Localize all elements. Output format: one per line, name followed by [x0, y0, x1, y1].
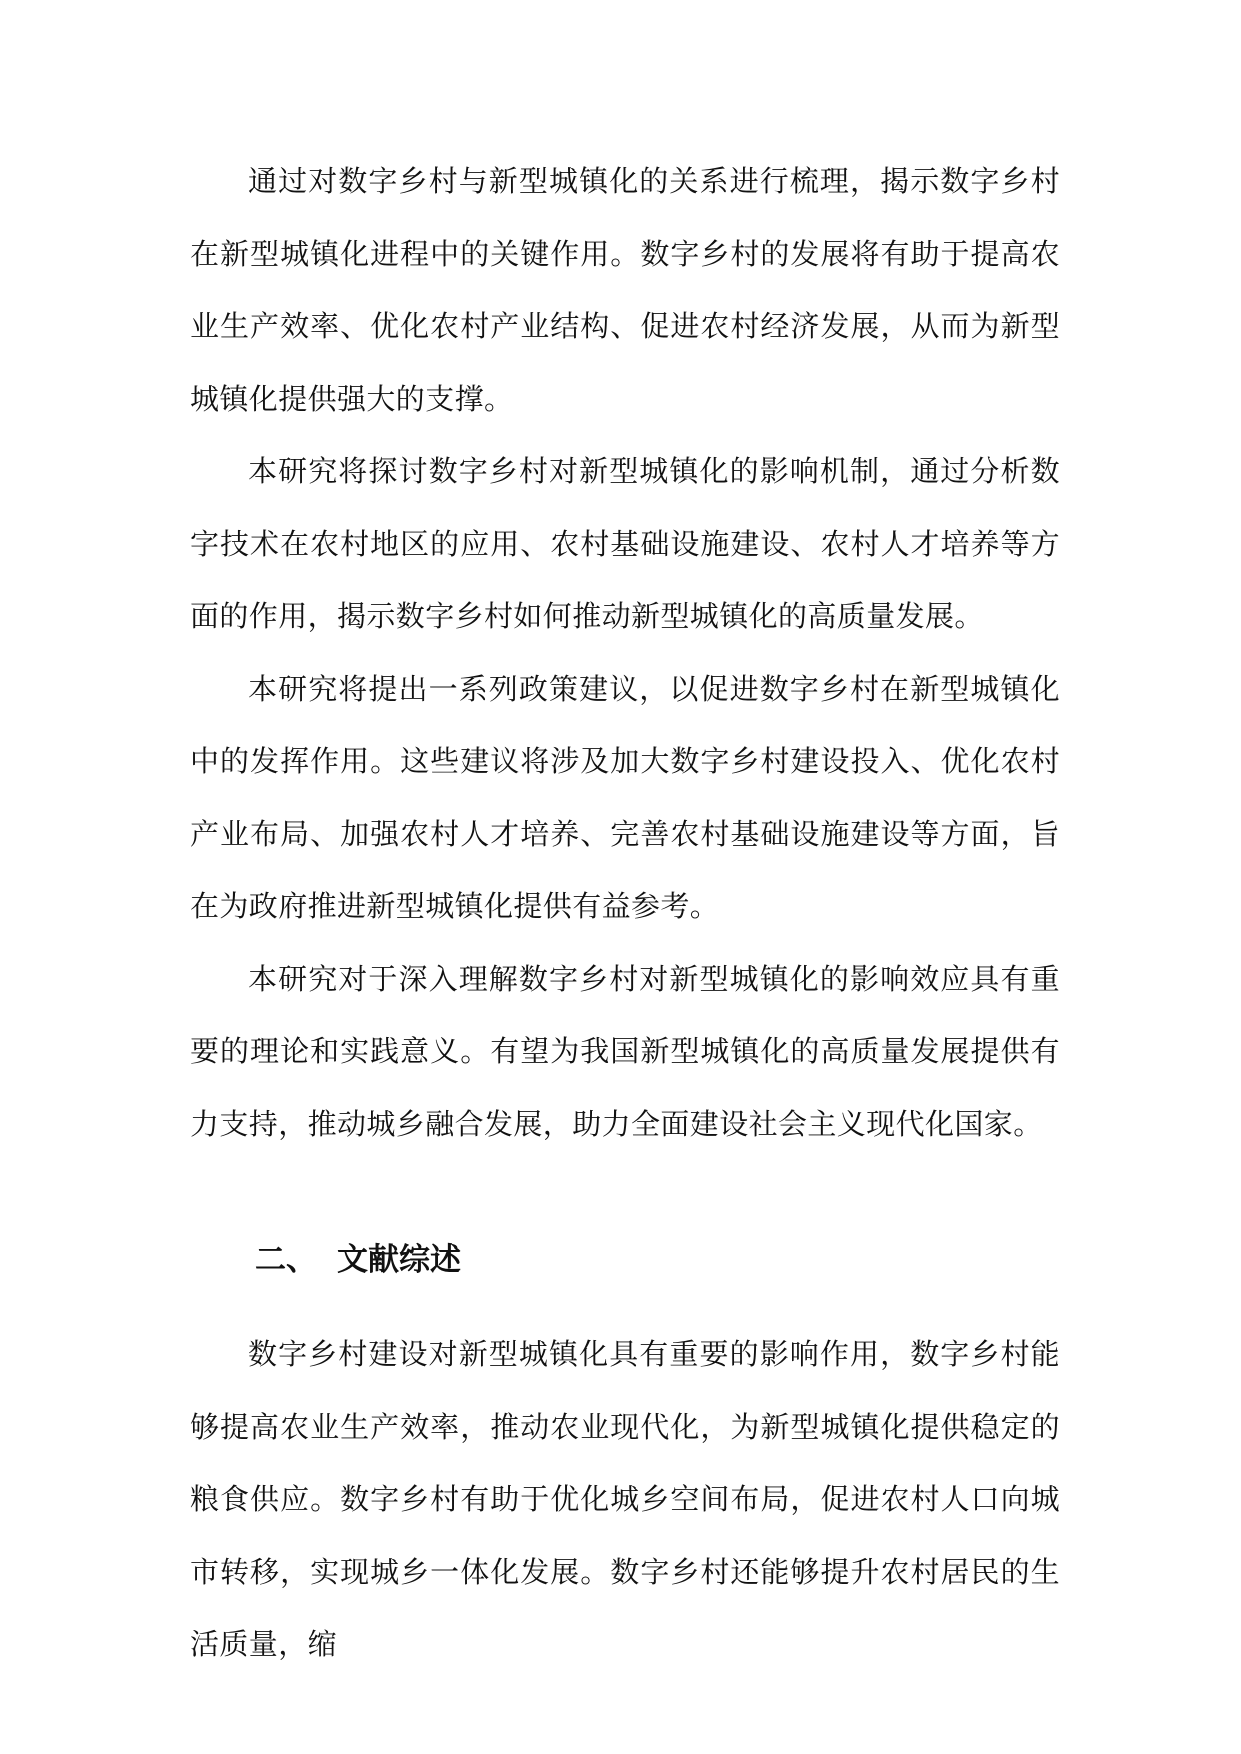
section-title: 文献综述 — [337, 1242, 461, 1278]
paragraph-1: 通过对数字乡村与新型城镇化的关系进行梳理，揭示数字乡村在新型城镇化进程中的关键作用。数字乡村的发展将有助于提高农业生产效率、优化农村产业结构、促进农村经济发展，从而为新型城镇化提供强大的支撑。 — [190, 164, 1060, 416]
section-heading — [255, 1235, 461, 1285]
document-body — [190, 145, 1060, 1160]
paragraph-2: 本研究将探讨数字乡村对新型城镇化的影响机制，通过分析数字技术在农村地区的应用、农村基础设施建设、农村人才培养等方面的作用，揭示数字乡村如何推动新型城镇化的高质量发展。 — [190, 454, 1060, 633]
section-number: 二、 — [255, 1242, 317, 1278]
paragraph-3: 本研究将提出一系列政策建议，以促进数字乡村在新型城镇化中的发挥作用。这些建议将涉及加大数字乡村建设投入、优化农村产业布局、加强农村人才培养、完善农村基础设施建设等方面，旨在为政府推进新型城镇化提供有益参考。 — [190, 671, 1060, 923]
section-paragraph-1: 数字乡村建设对新型城镇化具有重要的影响作用，数字乡村能够提高农业生产效率，推动农业现代化，为新型城镇化提供稳定的粮食供应。数字乡村有助于优化城乡空间布局，促进农村人口向城市转移，实现城乡一体化发展。数字乡村还能够提升农村居民的生活质量，缩 — [190, 1337, 1060, 1661]
paragraph-4: 本研究对于深入理解数字乡村对新型城镇化的影响效应具有重要的理论和实践意义。有望为我国新型城镇化的高质量发展提供有力支持，推动城乡融合发展，助力全面建设社会主义现代化国家。 — [190, 961, 1060, 1141]
section-body — [190, 1318, 1060, 1681]
